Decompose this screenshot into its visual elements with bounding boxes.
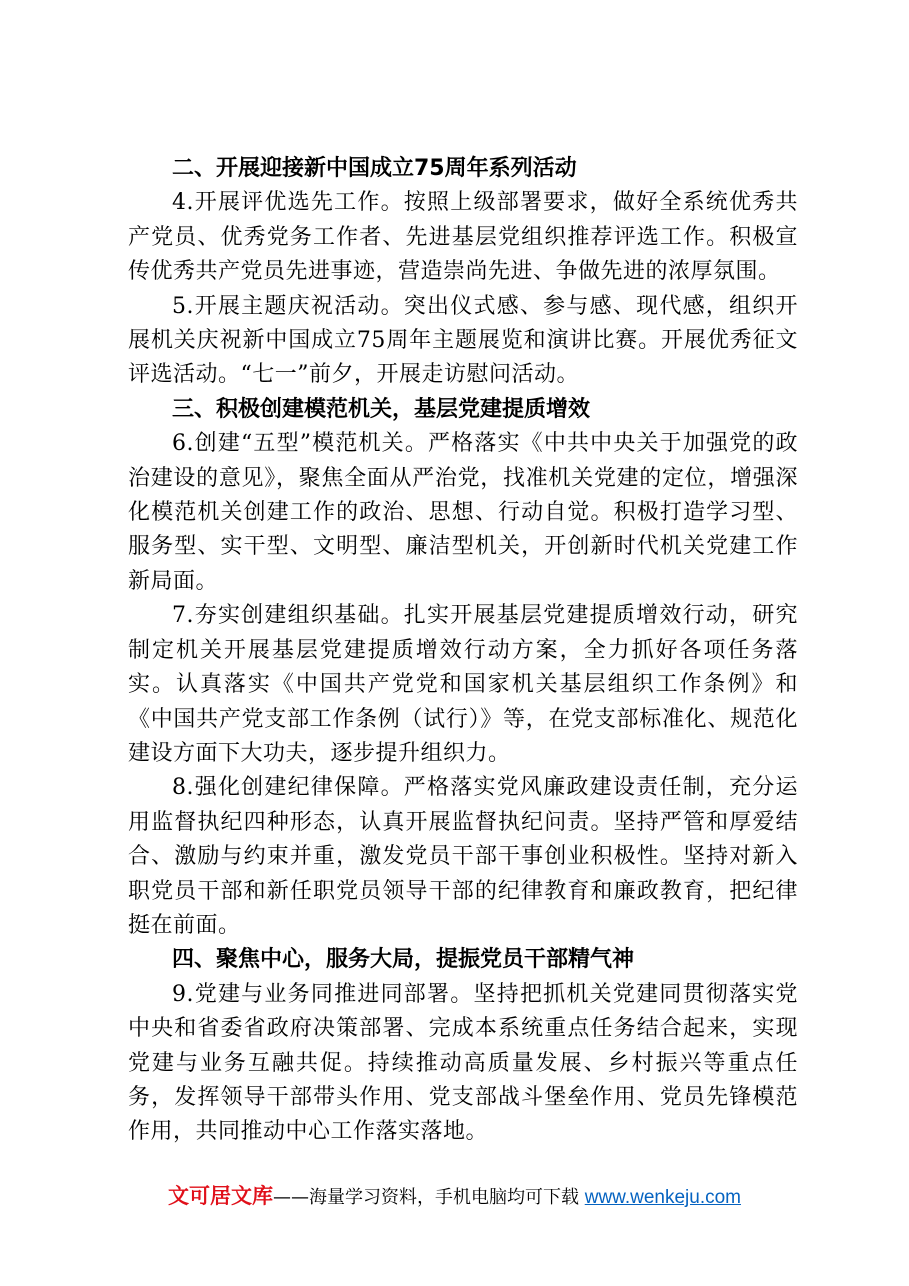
footer-banner [0, 1180, 909, 1210]
paragraph: 8.强化创建纪律保障。严格落实党风廉政建设责任制，充分运用监督执纪四种形态，认真开展监督执纪问责。坚持严管和厚爱结合、激励与约束并重，激发党员干部干事创业积极性。坚持对新入职党员干部和新任职党员领导干部的纪律教育和廉政教育，把纪律挺在前面。 [128, 775, 798, 938]
footer-tagline: ——海量学习资料，手机电脑均可下载 [272, 1187, 579, 1208]
paragraph: 6.创建“五型”模范机关。严格落实《中共中央关于加强党的政治建设的意见》，聚焦全面从严治党，找准机关党建的定位，增强深化模范机关创建工作的政治、思想、行动自觉。积极打造学习型、服务型、实干型、文明型、廉洁型机关，开创新时代机关党建工作新局面。 [128, 431, 798, 594]
website-link[interactable]: www.wenkeju.com [584, 1187, 741, 1208]
brand-name: 文可居文库 [167, 1184, 273, 1208]
section-heading: 四、聚焦中心，服务大局，提振党员干部精气神 [172, 947, 635, 973]
paragraph: 4.开展评优选先工作。按照上级部署要求，做好全系统优秀共产党员、优秀党务工作者、先进基层党组织推荐评选工作。积极宣传优秀共产党员先进事迹，营造崇尚先进、争做先进的浓厚氛围。 [128, 190, 798, 285]
paragraph: 5.开展主题庆祝活动。突出仪式感、参与感、现代感，组织开展机关庆祝新中国成立75周年主题展览和演讲比赛。开展优秀征文评选活动。“七一”前夕，开展走访慰问活动。 [128, 293, 798, 388]
section-heading: 三、积极创建模范机关，基层党建提质增效 [172, 396, 591, 422]
document-body [128, 152, 798, 1150]
paragraph: 9.党建与业务同推进同部署。坚持把抓机关党建同贯彻落实党中央和省委省政府决策部署、完成本系统重点任务结合起来，实现党建与业务互融共促。持续推动高质量发展、乡村振兴等重点任务，发挥领导干部带头作用、党支部战斗堡垒作用、党员先锋模范作用，共同推动中心工作落实落地。 [128, 981, 798, 1145]
section-heading: 二、开展迎接新中国成立75周年系列活动 [172, 156, 577, 181]
paragraph: 7.夯实创建组织基础。扎实开展基层党建提质增效行动，研究制定机关开展基层党建提质增效行动方案，全力抓好各项任务落实。认真落实《中国共产党党和国家机关基层组织工作条例》和《中国共产党支部工作条例（试行）》等，在党支部标准化、规范化建设方面下大功夫，逐步提升组织力。 [128, 603, 798, 766]
